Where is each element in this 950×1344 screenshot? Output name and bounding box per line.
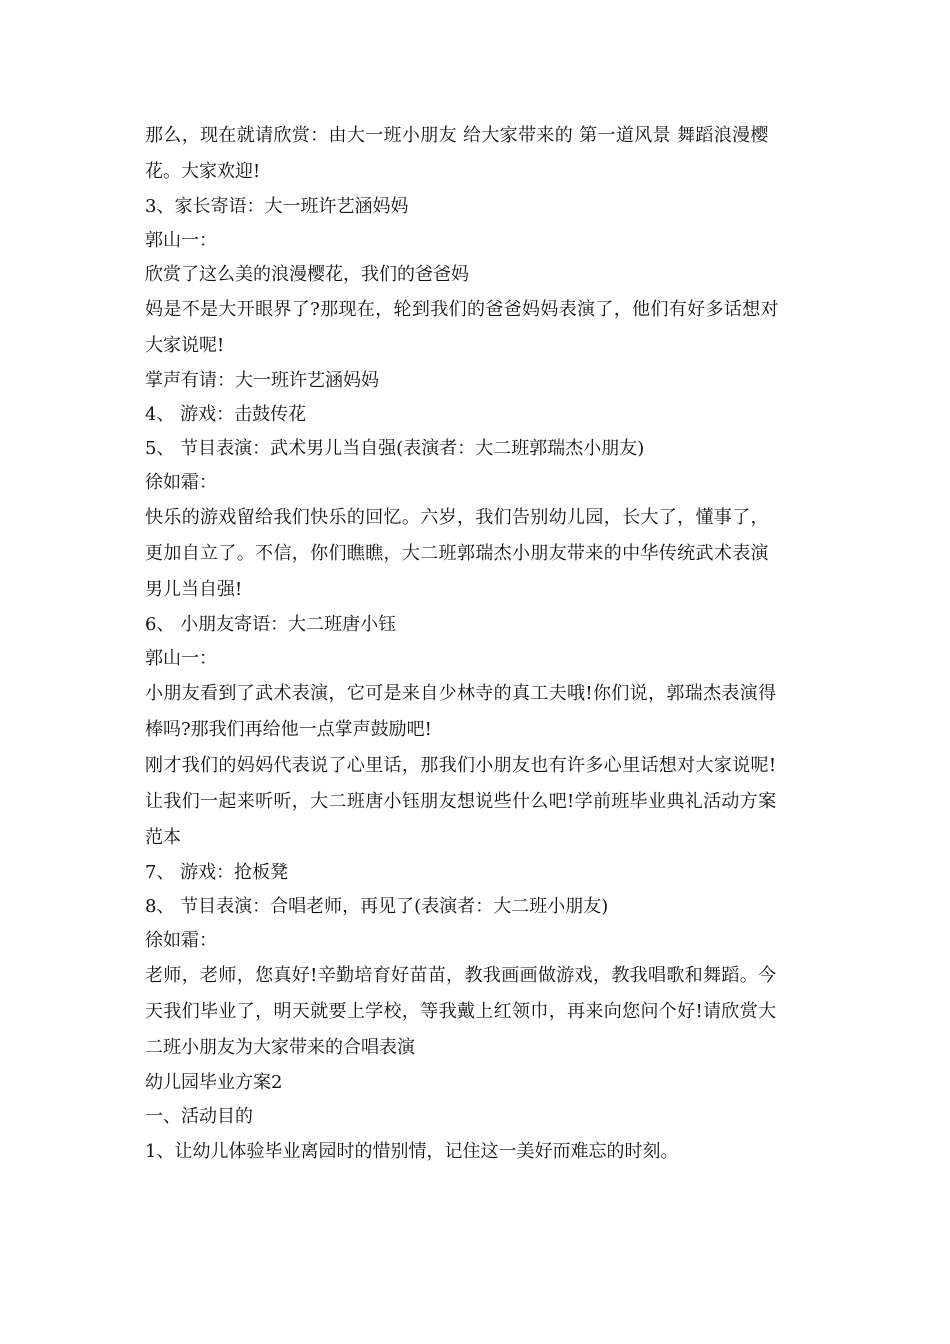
section-heading: 5、 节目表演：武术男儿当自强(表演者：大二班郭瑞杰小朋友)	[145, 438, 645, 459]
text-line: 刚才我们的妈妈代表说了心里话，那我们小朋友也有许多心里话想对大家说呢!	[145, 755, 777, 776]
speaker-label: 郭山一：	[145, 230, 217, 251]
text-line: 快乐的游戏留给我们快乐的回忆。六岁，我们告别幼儿园，长大了，懂事了，	[145, 507, 769, 528]
text-line: 范本	[145, 827, 181, 848]
text-line: 男儿当自强!	[145, 579, 243, 600]
text-line: 大家说呢!	[145, 335, 225, 356]
text-line: 让我们一起来听听，大二班唐小钰朋友想说些什么吧!学前班毕业典礼活动方案	[145, 791, 777, 812]
text-line: 掌声有请：大一班许艺涵妈妈	[145, 370, 379, 391]
speaker-label: 徐如霜：	[145, 930, 217, 951]
speaker-label: 郭山一：	[145, 648, 217, 669]
document-body	[145, 118, 810, 1170]
text-line: 1、让幼儿体验毕业离园时的惜别情，记住这一美好而难忘的时刻。	[145, 1141, 679, 1162]
document-title: 幼儿园毕业方案2	[145, 1072, 283, 1093]
text-line: 棒吗?那我们再给他一点掌声鼓励吧!	[145, 719, 432, 740]
section-heading: 4、 游戏：击鼓传花	[145, 404, 307, 425]
section-heading: 7、 游戏：抢板凳	[145, 862, 289, 883]
speaker-label: 徐如霜：	[145, 472, 217, 493]
text-line: 花。大家欢迎!	[145, 161, 261, 182]
text-line: 妈是不是大开眼界了?那现在，轮到我们的爸爸妈妈表演了，他们有好多话想对	[145, 299, 779, 320]
text-line: 小朋友看到了武术表演，它可是来自少林寺的真工夫哦!你们说，郭瑞杰表演得	[145, 683, 777, 704]
section-heading: 6、 小朋友寄语：大二班唐小钰	[145, 614, 397, 635]
section-heading: 一、活动目的	[145, 1106, 253, 1127]
text-line: 那么，现在就请欣赏：由大一班小朋友 给大家带来的 第一道风景 舞蹈浪漫樱	[145, 125, 769, 146]
text-line: 老师，老师，您真好!辛勤培育好苗苗，教我画画做游戏，教我唱歌和舞蹈。今	[145, 965, 777, 986]
text-line: 天我们毕业了，明天就要上学校，等我戴上红领巾，再来向您问个好!请欣赏大	[145, 1001, 777, 1022]
section-heading: 8、 节目表演：合唱老师，再见了(表演者：大二班小朋友)	[145, 896, 609, 917]
text-line: 更加自立了。不信，你们瞧瞧，大二班郭瑞杰小朋友带来的中华传统武术表演	[145, 543, 769, 564]
text-line: 欣赏了这么美的浪漫樱花，我们的爸爸妈	[145, 264, 469, 285]
text-line: 二班小朋友为大家带来的合唱表演	[145, 1037, 415, 1058]
section-heading: 3、家长寄语：大一班许艺涵妈妈	[145, 196, 409, 217]
